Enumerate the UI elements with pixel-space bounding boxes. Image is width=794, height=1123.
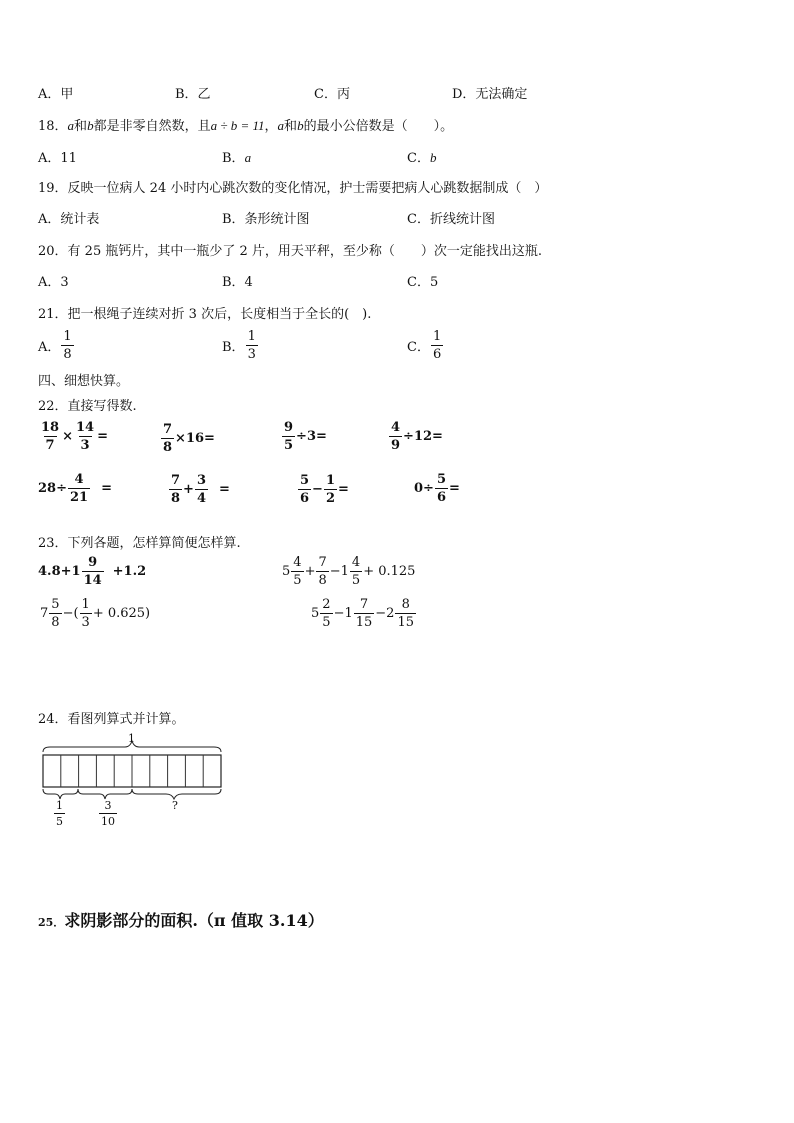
fraction: $\frac{1}{3}$ [247,329,256,362]
q18-stem: 18．a和b都是非零自然数，且a ÷ b = 11，a和b的最小公倍数是（ ）。 [38,118,454,134]
brace-seg1 [43,789,78,799]
q25-stem: 25．求阴影部分的面积.（π 值取 3.14） [38,911,324,930]
fraction: $\frac{1}{6}$ [432,329,442,362]
brace-seg2 [78,789,132,799]
q22-expr-3: $\frac{9}{5}$ ÷3= [284,420,327,453]
q17-option-b: B．乙 [175,87,211,102]
q22-expr-5: 28÷ $\frac{4}{21}$ = [38,472,112,505]
q23-problem-1: 4.8+1 $\frac{9}{14}$ +1.2 [38,555,147,588]
q24-seg1-label: $\frac{1}{5}$ [56,799,63,828]
q24-figure [40,733,225,833]
q17-option-a: A．甲 [38,87,74,102]
q23-problem-3: 7 $\frac{5}{8}$ −( $\frac{1}{3}$ + 0.625) [40,597,151,630]
q20-option-c: C．5 [407,275,439,290]
q24-seg2-label: $\frac{3}{10}$ [101,799,115,828]
q22-stem: 22．直接写得数. [38,399,137,414]
q21-option-a: A． $\frac{1}{8}$ [38,329,72,362]
q21-stem: 21．把一根绳子连续对折 3 次后，长度相当于全长的( ). [38,307,372,322]
brace-seg3 [132,789,221,799]
q23-stem: 23．下列各题，怎样算简便怎样算. [38,536,241,551]
segment-diagram [40,733,225,833]
q22-expr-2: $\frac{7}{8}$ ×16= [163,422,215,455]
q21-option-c: C． $\frac{1}{6}$ [407,329,442,362]
q24-unknown-label: ? [172,799,178,812]
q18-option-a: A．11 [38,151,77,166]
q19-stem: 19．反映一位病人 24 小时内心跳次数的变化情况，护士需要把病人心跳数据制成（ ） [38,181,548,196]
q20-stem: 20．有 25 瓶钙片，其中一瓶少了 2 片，用天平秤，至少称（ ）次一定能找出这瓶. [38,244,543,259]
section-heading: 四、细想快算。 [38,374,130,389]
q19-option-c: C．折线统计图 [407,212,495,227]
q19-option-b: B．条形统计图 [222,212,310,227]
q22-expr-6: $\frac{7}{8}$ + $\frac{3}{4}$ = [171,473,230,506]
q22-expr-1: $\frac{18}{7}$ × $\frac{14}{3}$ = [41,420,108,453]
q24-total-label: 1 [128,732,135,745]
q20-option-b: B．4 [222,275,253,290]
q18-option-c: C．b [407,150,437,166]
q22-expr-8: 0÷ $\frac{5}{6}$ = [414,472,460,505]
q23-problem-2: 5 $\frac{4}{5}$ + $\frac{7}{8}$ −1 $\frac{4}{5}$ + 0.125 [282,555,416,588]
q24-stem: 24．看图列算式并计算。 [38,712,185,727]
q21-option-b: B． $\frac{1}{3}$ [222,329,256,362]
q22-expr-7: $\frac{5}{6}$ − $\frac{1}{2}$ = [300,473,349,506]
q23-problem-4: 5 $\frac{2}{5}$ −1 $\frac{7}{15}$ −2 $\frac{8}{15}$ [311,597,414,630]
q20-option-a: A．3 [38,275,69,290]
q17-option-c: C．丙 [314,87,350,102]
q18-option-b: B．a [222,150,252,166]
q19-option-a: A．统计表 [38,212,100,227]
fraction: $\frac{1}{8}$ [63,329,72,362]
q22-expr-4: $\frac{4}{9}$ ÷12= [391,420,443,453]
q17-option-d: D．无法确定 [452,87,528,102]
